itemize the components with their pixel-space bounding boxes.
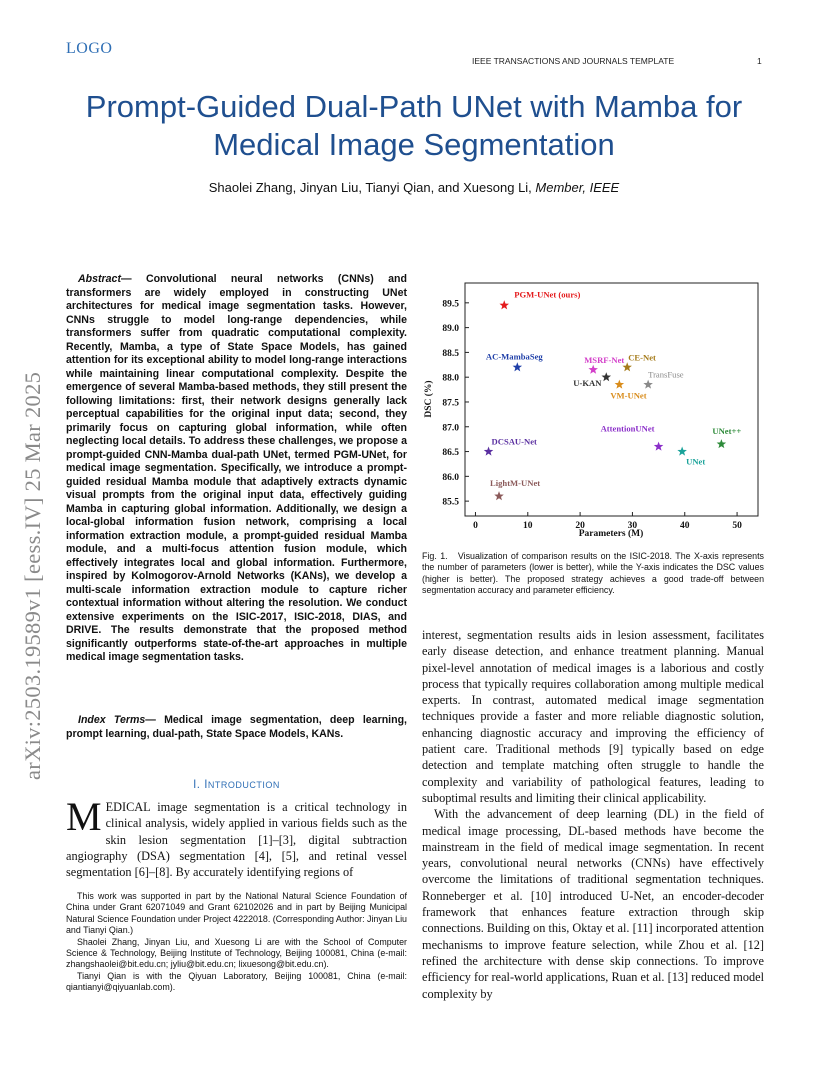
point-label: AttentionUNet xyxy=(600,423,655,434)
scatter-chart xyxy=(420,278,764,542)
data-point xyxy=(643,380,653,389)
intro-left-text: image segmentation is a critical technology in clinical analysis, widely applied in various fields such as the skin lesion segmentation [1]–[3], digital subtraction angiography (DSA) segmentation [4], [5], and retinal vessel segmentation [6]–[8]. By accurately identifying regions of xyxy=(66,800,407,880)
point-label: PGM-UNet (ours) xyxy=(514,289,581,300)
intro-paragraph-2: With the advancement of deep learning (DL) in the field of medical image processing, DL-based methods have become the mainstream in the field of medical image segmentation. In recent years, convolutional neural networks (CNNs) have effectively overcome the limitations of traditional segmentation techniques. Ronneberger et al. [10] introduced U-Net, an encoder-decoder framework that enhances feature extraction through skip connections. Building on this, Oktay et al. [11] incorporated attention mechanisms to improve feature selection, while Zhou et al. [12] refined the architecture with dense skip connections. To improve efficiency for real-world applications, Ruan et al. [13] reduced model complexity by xyxy=(422,807,764,1001)
x-tick-label: 0 xyxy=(473,521,478,531)
point-label: DCSAU-Net xyxy=(491,436,537,447)
abstract-text: Convolutional neural networks (CNNs) and transformers are widely employed in constructing UNet architectures for medical image segmentation tasks. However, CNNs struggle to model long-range dependencies, while transformers suffer from quadratic computational complexity. Recently, Mamba, a type of State Space Models, has gained attention for its exceptional ability to model long-range interactions while maintaining linear computational complexity. Despite the emergence of several Mamba-based methods, they still present the following limitations: first, their network designs generally lack perceptual capabilities for the original input data; second, they primarily focus on capturing global information, while often neglecting local details. To address these challenges, we propose a prompt-guided CNN-Mamba dual-path UNet, termed PGM-UNet, for medical image segmentation. Specifically, we introduce a prompt-guided residual Mamba module that adaptively extracts dynamic visual prompts from the original input data, effectively guiding Mamba in capturing global information. Additionally, we design a local-global information fusion network, comprising a local information extraction module, a prompt-guided residual Mamba module, and a multi-focus attention fusion module, which effectively integrates local and global information. Furthermore, inspired by Kolmogorov-Arnold Networks (KANs), we develop a multi-scale information extraction module to capture richer contextual information without altering the resolution. We conduct extensive experiments on the ISIC-2017, ISIC-2018, DIAS, and DRIVE. The results demonstrate that the proposed method significantly outperforms state-of-the-art approaches in multiple medical image segmentation tasks. xyxy=(66,273,407,663)
y-tick-label: 89.0 xyxy=(442,324,459,335)
point-label: U-KAN xyxy=(573,378,602,389)
y-tick-label: 85.5 xyxy=(442,497,459,508)
x-tick-label: 50 xyxy=(732,521,742,531)
section-title-initial: I xyxy=(204,779,208,791)
point-label: UNet xyxy=(686,456,706,467)
footnote-affiliation: Shaolei Zhang, Jinyan Liu, and Xuesong Li are with the School of Computer Science & Technology, Beijing Institute of Technology, Beijing 100081, China (e-mail: zhangshaolei@bit.edu.cn; jyliu@bit.edu.cn; lixuesong@bit.edu.cn). xyxy=(66,936,407,970)
y-tick-label: 87.0 xyxy=(442,423,459,434)
y-tick-label: 88.5 xyxy=(442,348,459,359)
point-label: TransFuse xyxy=(648,369,684,380)
figure-label: Fig. 1. xyxy=(422,551,448,561)
footnote-funding: This work was supported in part by the National Natural Science Foundation of China under Grant 62071049 and Grant 62102026 and in part by Beijing Municipal Natural Science Foundation under Project 4222018. (Corresponding Author: Jinyan Liu and Tianyi Qian.) xyxy=(66,891,407,936)
data-point xyxy=(602,372,612,381)
point-label: CE-Net xyxy=(628,352,656,363)
point-label: UNet++ xyxy=(712,426,742,437)
running-head: IEEE TRANSACTIONS AND JOURNALS TEMPLATE xyxy=(472,56,675,66)
point-label: AC-MambaSeg xyxy=(485,351,543,362)
index-terms-label: Index Terms xyxy=(78,714,146,726)
point-label: VM-UNet xyxy=(610,390,647,401)
x-tick-label: 30 xyxy=(627,521,638,531)
intro-left-column xyxy=(66,794,407,880)
figure-caption-text: Visualization of comparison results on the ISIC-2018. The X-axis represents the number of parameters (lower is better), while the Y-axis indicates the DSC values (higher is better). The proposed strategy achieves a good trade-off between segmentation accuracy and parameter efficiency. xyxy=(422,551,764,596)
x-axis-label: Parameters (M) xyxy=(578,529,644,539)
index-terms-text: Medical image segmentation, deep learning, prompt learning, dual-path, State Space Models, KANs. xyxy=(66,714,407,740)
point-label: LightM-UNet xyxy=(490,478,541,489)
intro-paragraph-1: interest, segmentation results aids in lesion assessment, facilitates early disease detection, and enhance treatment planning. Manual pixel-level annotation of medical images is a laborious and costly process that typically requires collaboration among multiple medical experts. In contrast, automated medical image segmentation techniques provide a faster and more reliable diagnostic solution, enhancing diagnostic accuracy and improving the efficiency of patient care. Traditional methods [9] typically based on edge detection and template matching often struggle to handle the complexity and variability of pathological features, leading to suboptimal results and limiting their clinical applicability. xyxy=(422,628,764,805)
arxiv-stamp: arXiv:2503.19589v1 [eess.IV] 25 Mar 2025 xyxy=(20,371,45,780)
data-point xyxy=(499,300,509,309)
intro-first-word: EDICAL xyxy=(105,800,151,814)
data-point xyxy=(654,442,664,451)
x-tick-label: 40 xyxy=(680,521,690,531)
index-terms-dash: — xyxy=(145,714,156,726)
author-role: Member, IEEE xyxy=(535,180,620,195)
index-terms xyxy=(66,714,407,741)
drop-cap: M xyxy=(66,794,102,839)
paper-title: Prompt-Guided Dual-Path UNet with Mamba for Medical Image Segmentation xyxy=(85,89,743,162)
point-label: MSRF-Net xyxy=(584,354,625,365)
data-point xyxy=(717,439,727,448)
section-title-rest: NTRODUCTION xyxy=(207,780,280,790)
data-point xyxy=(615,380,625,389)
section-heading xyxy=(66,779,407,791)
abstract-label: Abstract xyxy=(78,273,121,285)
x-tick-label: 10 xyxy=(523,521,533,531)
data-point xyxy=(588,365,598,374)
author-line xyxy=(60,180,768,195)
data-point xyxy=(677,447,687,456)
y-tick-label: 89.5 xyxy=(442,299,459,310)
footnote-affiliation-2: Tianyi Qian is with the Qiyuan Laboratory, Beijing 100081, China (e-mail: qiantianyi@qiyuanlab.com). xyxy=(66,970,407,993)
abstract xyxy=(66,273,407,665)
author-names: Shaolei Zhang, Jinyan Liu, Tianyi Qian, and Xuesong Li, xyxy=(208,180,532,195)
abstract-dash: — xyxy=(120,273,132,285)
section-number: I. xyxy=(193,779,201,791)
data-point xyxy=(513,362,523,371)
y-tick-label: 86.5 xyxy=(442,448,459,459)
y-tick-label: 86.0 xyxy=(442,472,459,483)
data-point xyxy=(484,447,494,456)
figure-caption xyxy=(422,551,764,597)
x-tick-label: 20 xyxy=(575,521,585,531)
intro-right-column xyxy=(422,627,764,1002)
y-tick-label: 88.0 xyxy=(442,373,459,384)
logo: LOGO xyxy=(66,40,113,57)
y-axis-label: DSC (%) xyxy=(424,380,434,418)
y-tick-label: 87.5 xyxy=(442,398,459,409)
data-point xyxy=(494,491,504,500)
page-number: 1 xyxy=(757,56,762,66)
footnotes xyxy=(66,891,407,994)
